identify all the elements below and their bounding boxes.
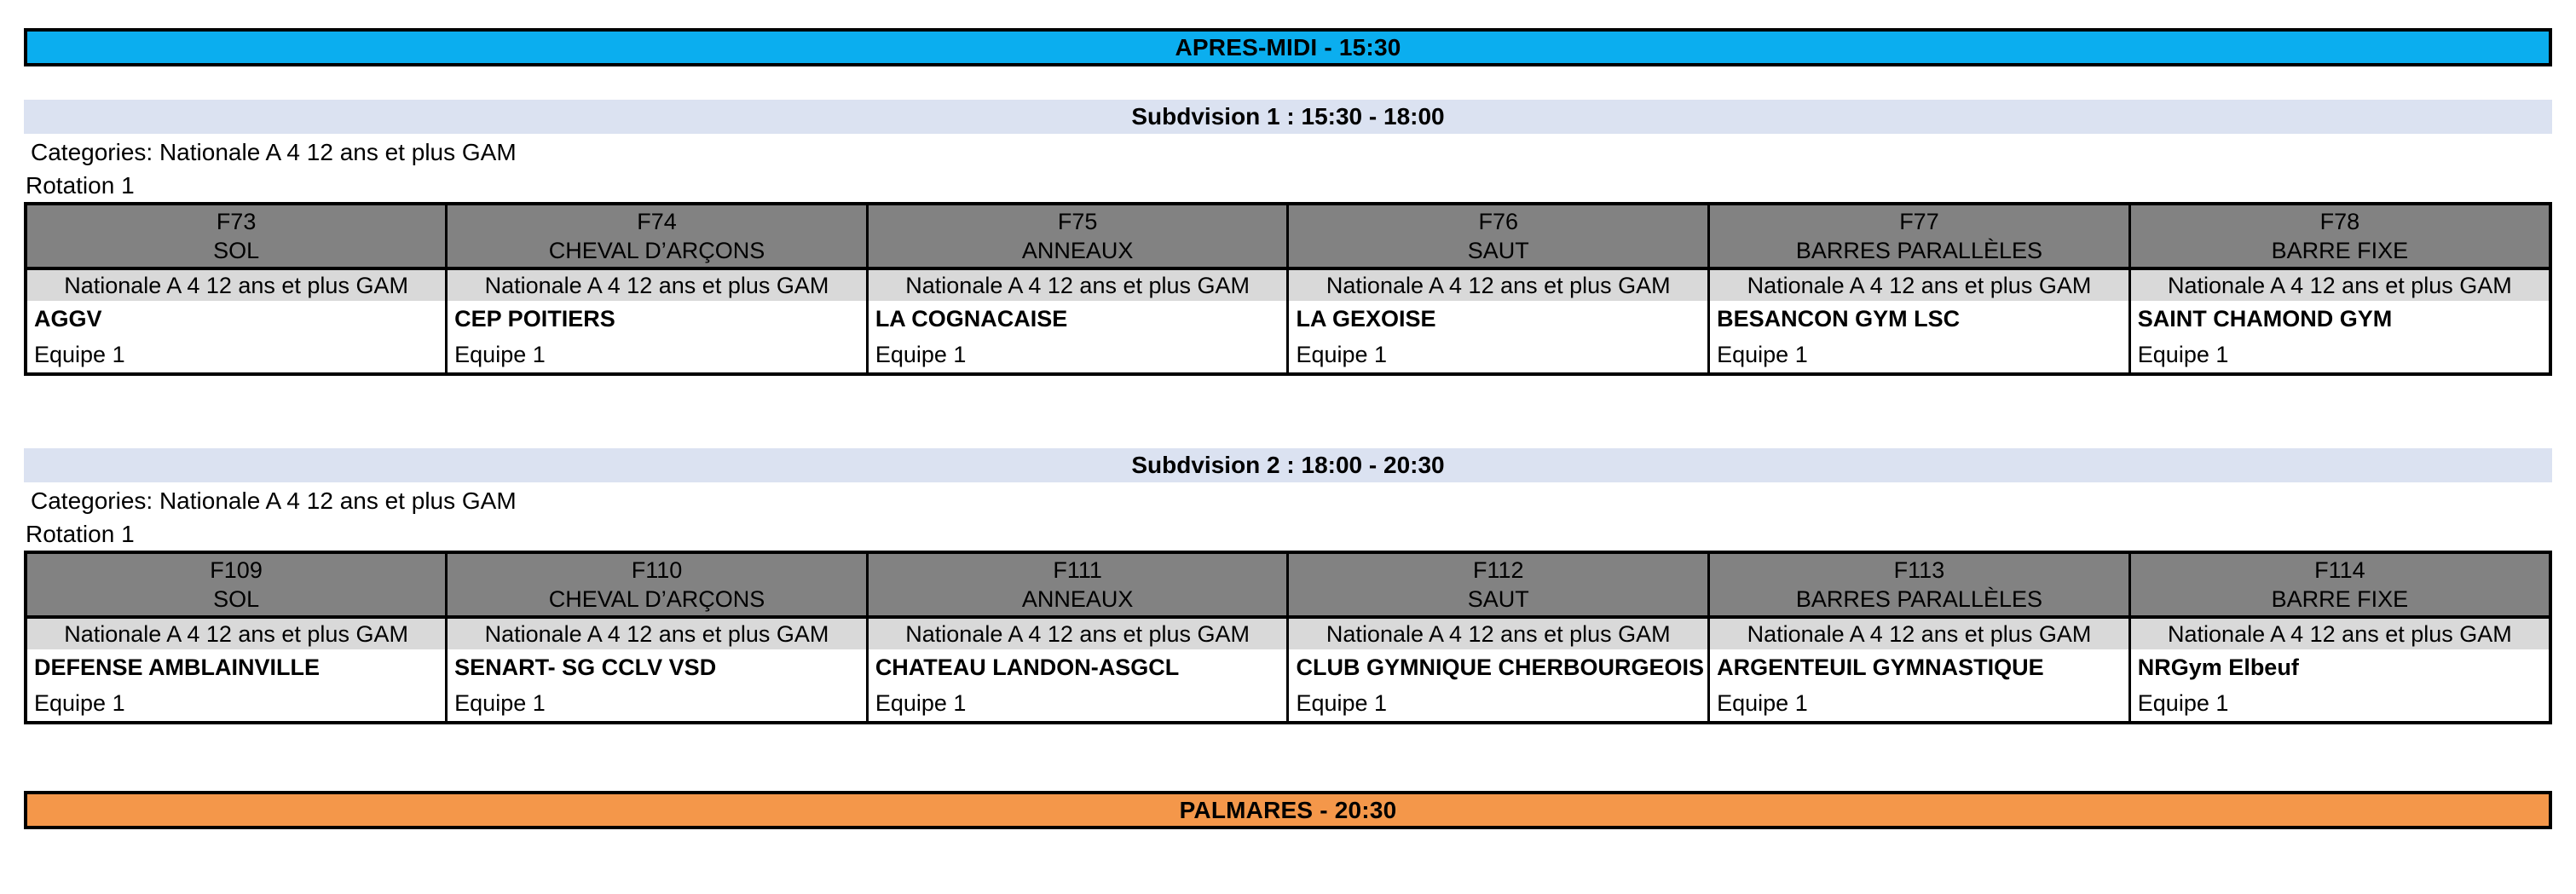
category-cell: Nationale A 4 12 ans et plus GAM <box>26 268 447 301</box>
apparatus-header-cell <box>1709 552 2130 617</box>
club-cell: LA COGNACAISE <box>867 301 1288 337</box>
category-cell: Nationale A 4 12 ans et plus GAM <box>1709 617 2130 649</box>
apparatus-name: BARRE FIXE <box>2271 238 2409 263</box>
club-cell: ARGENTEUIL GYMNASTIQUE <box>1709 649 2130 686</box>
club-cell: SENART- SG CCLV VSD <box>447 649 868 686</box>
match-code: F74 <box>637 209 677 234</box>
club-cell: AGGV <box>26 301 447 337</box>
match-code: F73 <box>216 209 257 234</box>
subdivision-1-categories-line: Categories: Nationale A 4 12 ans et plus GAM <box>31 139 517 165</box>
club-cell: CLUB GYMNIQUE CHERBOURGEOIS <box>1288 649 1709 686</box>
apparatus-header-cell <box>867 204 1288 268</box>
subdivision-2-section <box>24 448 2552 724</box>
apparatus-header-cell <box>1288 552 1709 617</box>
apparatus-header-row <box>26 204 2550 268</box>
category-cell: Nationale A 4 12 ans et plus GAM <box>867 268 1288 301</box>
subdivision-2-title-bar <box>24 448 2552 482</box>
apparatus-name: SOL <box>213 586 260 612</box>
apparatus-name: BARRE FIXE <box>2271 586 2409 612</box>
category-cell: Nationale A 4 12 ans et plus GAM <box>2129 617 2550 649</box>
club-cell: SAINT CHAMOND GYM <box>2129 301 2550 337</box>
apparatus-name: BARRES PARALLÈLES <box>1795 586 2043 612</box>
palmares-bar <box>24 791 2552 829</box>
category-cell: Nationale A 4 12 ans et plus GAM <box>2129 268 2550 301</box>
category-cell: Nationale A 4 12 ans et plus GAM <box>1288 617 1709 649</box>
match-code: F110 <box>631 557 683 583</box>
subdivision-2-categories-line: Categories: Nationale A 4 12 ans et plus GAM <box>31 487 517 514</box>
team-cell: Equipe 1 <box>1709 686 2130 723</box>
apparatus-name: ANNEAUX <box>1021 238 1134 263</box>
team-cell: Equipe 1 <box>1288 686 1709 723</box>
category-row <box>26 268 2550 301</box>
apparatus-name: SAUT <box>1467 586 1529 612</box>
palmares-label: PALMARES - 20:30 <box>1179 796 1397 823</box>
team-cell: Equipe 1 <box>26 686 447 723</box>
category-cell: Nationale A 4 12 ans et plus GAM <box>1709 268 2130 301</box>
club-row <box>26 301 2550 337</box>
match-code: F78 <box>2319 209 2360 234</box>
subdivision-1-title-bar <box>24 100 2552 134</box>
club-row <box>26 649 2550 686</box>
team-cell: Equipe 1 <box>26 337 447 374</box>
apparatus-name: CHEVAL D’ARÇONS <box>548 586 765 612</box>
match-code: F77 <box>1899 209 1939 234</box>
category-cell: Nationale A 4 12 ans et plus GAM <box>26 617 447 649</box>
apparatus-header-cell <box>867 552 1288 617</box>
apparatus-header-cell <box>2129 552 2550 617</box>
team-cell: Equipe 1 <box>447 337 868 374</box>
apparatus-header-cell <box>2129 204 2550 268</box>
club-cell: LA GEXOISE <box>1288 301 1709 337</box>
team-cell: Equipe 1 <box>2129 337 2550 374</box>
subdivision-1-rotation-table <box>24 202 2552 376</box>
match-code: F111 <box>1053 557 1102 583</box>
club-cell: CEP POITIERS <box>447 301 868 337</box>
match-code: F112 <box>1473 557 1524 583</box>
match-code: F75 <box>1057 209 1098 234</box>
subdivision-2-rotation-table <box>24 551 2552 724</box>
team-cell: Equipe 1 <box>2129 686 2550 723</box>
club-cell: DEFENSE AMBLAINVILLE <box>26 649 447 686</box>
apparatus-name: ANNEAUX <box>1021 586 1134 612</box>
subdivision-1-title: Subdvision 1 : 15:30 - 18:00 <box>1131 103 1445 130</box>
team-cell: Equipe 1 <box>867 337 1288 374</box>
category-cell: Nationale A 4 12 ans et plus GAM <box>447 268 868 301</box>
match-code: F114 <box>2314 557 2365 583</box>
apparatus-header-cell <box>1288 204 1709 268</box>
apparatus-name: CHEVAL D’ARÇONS <box>548 238 765 263</box>
category-cell: Nationale A 4 12 ans et plus GAM <box>1288 268 1709 301</box>
category-row <box>26 617 2550 649</box>
subdivision-1-section <box>24 100 2552 376</box>
apparatus-header-cell <box>26 204 447 268</box>
apparatus-name: BARRES PARALLÈLES <box>1795 238 2043 263</box>
team-row <box>26 686 2550 723</box>
club-cell: NRGym Elbeuf <box>2129 649 2550 686</box>
club-cell: BESANCON GYM LSC <box>1709 301 2130 337</box>
match-code: F109 <box>210 557 263 583</box>
category-cell: Nationale A 4 12 ans et plus GAM <box>867 617 1288 649</box>
apparatus-name: SAUT <box>1467 238 1529 263</box>
subdivision-1-rotation-line: Rotation 1 <box>26 172 135 199</box>
team-cell: Equipe 1 <box>1288 337 1709 374</box>
team-cell: Equipe 1 <box>1709 337 2130 374</box>
subdivision-2-rotation-line: Rotation 1 <box>26 521 135 547</box>
apparatus-header-cell <box>447 204 868 268</box>
session-header-bar <box>24 28 2552 66</box>
team-row <box>26 337 2550 374</box>
club-cell: CHATEAU LANDON-ASGCL <box>867 649 1288 686</box>
category-cell: Nationale A 4 12 ans et plus GAM <box>447 617 868 649</box>
session-header-label: APRES-MIDI - 15:30 <box>1175 33 1401 61</box>
apparatus-header-cell <box>447 552 868 617</box>
team-cell: Equipe 1 <box>867 686 1288 723</box>
team-cell: Equipe 1 <box>447 686 868 723</box>
apparatus-header-row <box>26 552 2550 617</box>
apparatus-header-cell <box>1709 204 2130 268</box>
match-code: F76 <box>1478 209 1519 234</box>
apparatus-name: SOL <box>213 238 260 263</box>
apparatus-header-cell <box>26 552 447 617</box>
subdivision-2-title: Subdvision 2 : 18:00 - 20:30 <box>1131 452 1445 478</box>
match-code: F113 <box>1893 557 1945 583</box>
competition-schedule-page <box>0 28 2576 894</box>
